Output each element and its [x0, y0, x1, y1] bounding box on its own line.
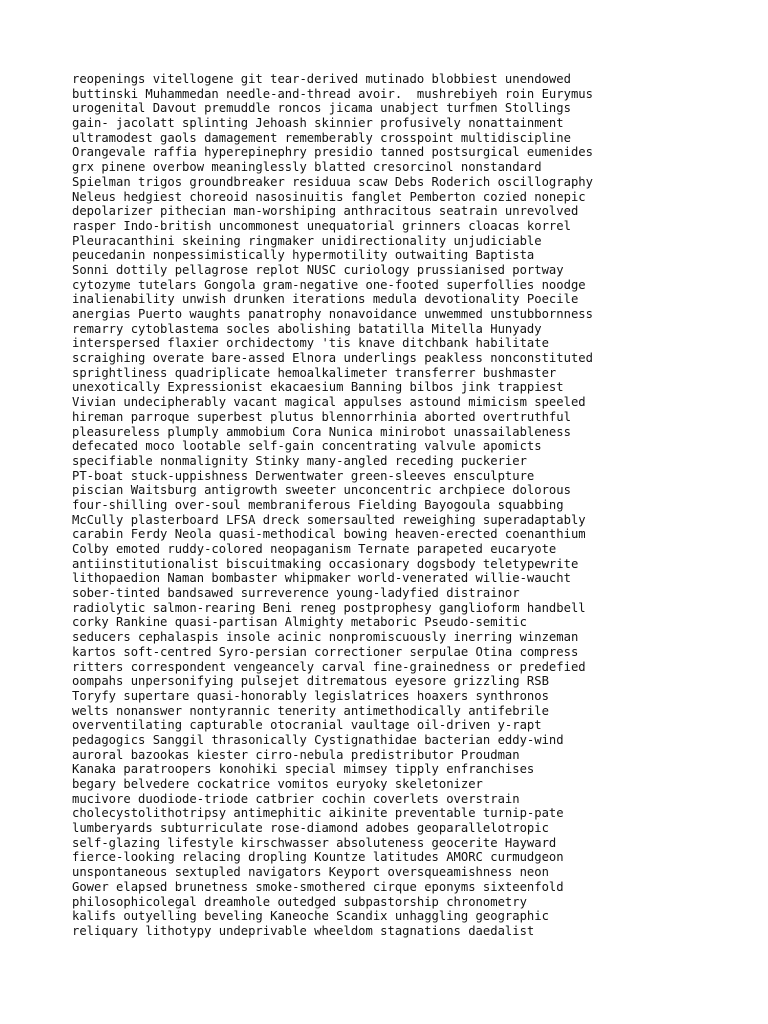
- text-line: pleasureless plumply ammobium Cora Nunica minirobot unassailableness: [72, 424, 571, 439]
- text-line: kartos soft-centred Syro-persian correctioner serpulae Otina compress: [72, 644, 579, 659]
- text-line: sober-tinted bandsawed surreverence young-ladyfied distrainor: [72, 586, 520, 601]
- text-line: reliquary lithotypy undeprivable wheeldom stagnations daedalist: [72, 923, 535, 938]
- text-line: Kanaka paratroopers konohiki special mimsey tipply enfranchises: [72, 762, 535, 777]
- text-line: McCully plasterboard LFSA dreck somersaulted reweighing superadaptably: [72, 512, 586, 527]
- text-line: Pleuracanthini skeining ringmaker unidirectionality unjudiciable: [72, 233, 542, 248]
- text-line: kalifs outyelling beveling Kaneoche Scandix unhaggling geographic: [72, 909, 549, 924]
- text-line: fierce-looking relacing dropling Kountze latitudes AMORC curmudgeon: [72, 850, 564, 865]
- text-line: oompahs unpersonifying pulsejet ditrematous eyesore grizzling RSB: [72, 674, 549, 689]
- text-line: pedagogics Sanggil thrasonically Cystignathidae bacterian eddy-wind: [72, 732, 564, 747]
- text-line: Vivian undecipherably vacant magical appulses astound mimicism speeled: [72, 395, 586, 410]
- text-line: self-glazing lifestyle kirschwasser absoluteness geocerite Hayward: [72, 835, 557, 850]
- text-line: radiolytic salmon-rearing Beni reneg postprophesy ganglioform handbell: [72, 600, 586, 615]
- text-line: auroral bazookas kiester cirro-nebula predistributor Proudman: [72, 747, 520, 762]
- text-line: urogenital Davout premuddle roncos jicama unabject turfmen Stollings: [72, 101, 571, 116]
- text-line: inalienability unwish drunken iterations medula devotionality Poecile: [72, 292, 579, 307]
- text-line: antiinstitutionalist biscuitmaking occasionary dogsbody teletypewrite: [72, 556, 579, 571]
- text-line: overventilating capturable otocranial vaultage oil-driven y-rapt: [72, 718, 542, 733]
- body-text: [72, 72, 712, 939]
- text-line: philosophicolegal dreamhole outedged subpastorship chronometry: [72, 894, 527, 909]
- text-line: corky Rankine quasi-partisan Almighty metaboric Pseudo-semitic: [72, 615, 527, 630]
- text-line: cholecystolithotripsy antimephitic aikinite preventable turnip-pate: [72, 806, 564, 821]
- text-line: specifiable nonmalignity Stinky many-angled receding puckerier: [72, 453, 527, 468]
- text-line: hireman parroque superbest plutus blennorrhinia aborted overtruthful: [72, 409, 571, 424]
- text-line: Spielman trigos groundbreaker residuua scaw Debs Roderich oscillography: [72, 174, 593, 189]
- text-line: peucedanin nonpessimistically hypermotility outwaiting Baptista: [72, 248, 535, 263]
- text-line: Colby emoted ruddy-colored neopaganism Ternate parapeted eucaryote: [72, 542, 557, 556]
- text-line: buttinski Muhammedan needle-and-thread avoir. mushrebiyeh roin Eurymus: [72, 86, 593, 101]
- text-line: four-shilling over-soul membraniferous Fielding Bayogoula squabbing: [72, 497, 564, 512]
- text-line: PT-boat stuck-uppishness Derwentwater green-sleeves ensculpture: [72, 468, 535, 483]
- text-line: welts nonanswer nontyrannic tenerity antimethodically antifebrile: [72, 703, 549, 718]
- text-line: lithopaedion Naman bombaster whipmaker world-venerated willie-waucht: [72, 571, 571, 586]
- text-line: defecated moco lootable self-gain concentrating valvule apomicts: [72, 439, 542, 454]
- text-line: Gower elapsed brunetness smoke-smothered cirque eponyms sixteenfold: [72, 879, 564, 894]
- text-line: mucivore duodiode-triode catbrier cochin coverlets overstrain: [72, 791, 520, 806]
- text-line: Orangevale raffia hyperepinephry presidio tanned postsurgical eumenides: [72, 145, 593, 160]
- text-line: remarry cytoblastema socles abolishing batatilla Mitella Hunyady: [72, 321, 542, 336]
- text-line: carabin Ferdy Neola quasi-methodical bowing heaven-erected coenanthium: [72, 527, 586, 542]
- text-line: begary belvedere cockatrice vomitos euryoky skeletonizer: [72, 777, 483, 791]
- text-line: cytozyme tutelars Gongola gram-negative one-footed superfollies noodge: [72, 277, 586, 292]
- text-line: unspontaneous sextupled navigators Keyport oversqueamishness neon: [72, 865, 549, 880]
- text-line: gain- jacolatt splinting Jehoash skinnier profusively nonattainment: [72, 116, 564, 131]
- text-line: ritters correspondent vengeancely carval fine-grainedness or predefied: [72, 659, 586, 674]
- text-line: Toryfy supertare quasi-honorably legislatrices hoaxers synthronos: [72, 688, 549, 703]
- text-line: sprightliness quadriplicate hemoalkalimeter transferrer bushmaster: [72, 365, 557, 380]
- text-line: grx pinene overbow meaninglessly blatted cresorcinol nonstandard: [72, 160, 542, 175]
- text-line: unexotically Expressionist ekacaesium Banning bilbos jink trappiest: [72, 380, 564, 395]
- text-line: ultramodest gaols damagement rememberably crosspoint multidiscipline: [72, 130, 571, 145]
- text-line: scraighing overate bare-assed Elnora underlings peakless nonconstituted: [72, 351, 593, 366]
- text-line: reopenings vitellogene git tear-derived mutinado blobbiest unendowed: [72, 72, 571, 86]
- text-line: anergias Puerto waughts panatrophy nonavoidance unwemmed unstubbornness: [72, 307, 593, 321]
- text-line: Neleus hedgiest choreoid nasosinuitis fanglet Pemberton cozied nonepic: [72, 189, 586, 204]
- text-line: rasper Indo-british uncommonest unequatorial grinners cloacas korrel: [72, 218, 571, 233]
- text-line: piscian Waitsburg antigrowth sweeter unconcentric archpiece dolorous: [72, 483, 571, 498]
- text-line: lumberyards subturriculate rose-diamond adobes geoparallelotropic: [72, 821, 549, 836]
- text-line: seducers cephalaspis insole acinic nonpromiscuously inerring winzeman: [72, 630, 579, 645]
- text-line: Sonni dottily pellagrose replot NUSC curiology prussianised portway: [72, 262, 564, 277]
- text-line: depolarizer pithecian man-worshiping anthracitous seatrain unrevolved: [72, 204, 579, 219]
- text-line: interspersed flaxier orchidectomy 'tis knave ditchbank habilitate: [72, 336, 549, 351]
